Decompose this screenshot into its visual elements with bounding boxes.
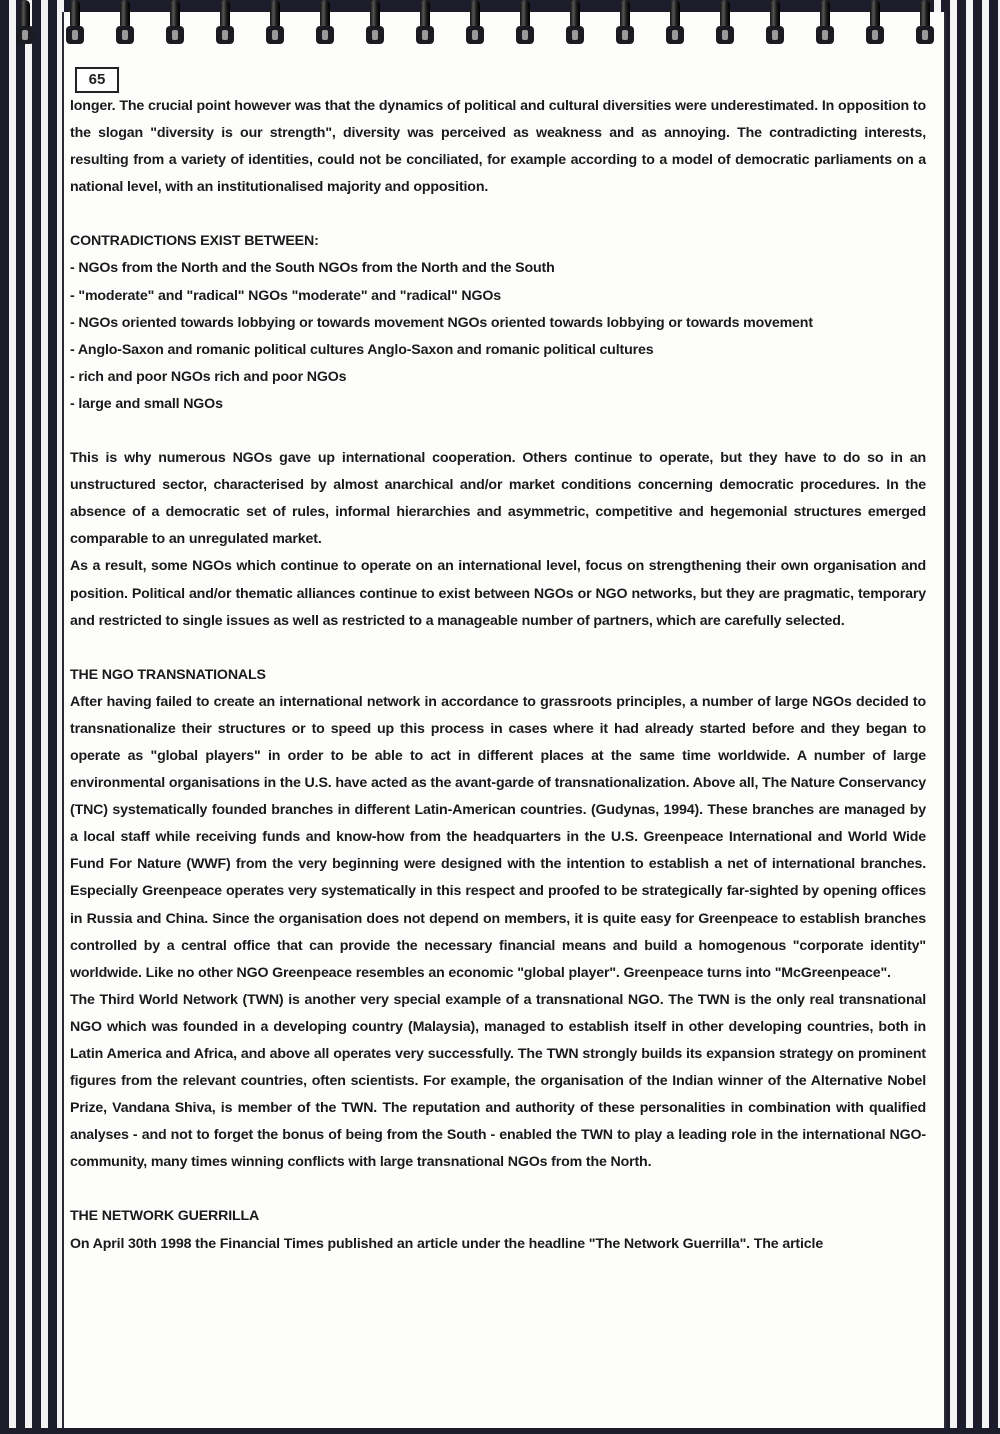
list-item: - NGOs oriented towards lobbying or towards movement NGOs oriented towards lobbying or towards movement xyxy=(70,314,813,331)
contradictions-list xyxy=(70,255,926,418)
spiral-ring xyxy=(514,0,536,46)
spiral-ring xyxy=(814,0,836,46)
spiral-ring xyxy=(564,0,586,46)
spiral-ring xyxy=(464,0,486,46)
spiral-ring xyxy=(714,0,736,46)
list-item: - Anglo-Saxon and romanic political cultures Anglo-Saxon and romanic political cultures xyxy=(70,341,654,358)
result-paragraph: As a result, some NGOs which continue to operate on an international level, focus on strengthening their own organisation and position. Political and/or thematic alliances continue to exist between NGOs or NGO networks, but they are pragmatic, temporary and restricted to single issues as well as restricted to a manageable number of partners, which are carefully selected. xyxy=(70,558,926,629)
contradictions-heading: CONTRADICTIONS EXIST BETWEEN: xyxy=(70,233,319,250)
list-item: - "moderate" and "radical" NGOs "moderate" and "radical" NGOs xyxy=(70,287,501,304)
spiral-ring xyxy=(664,0,686,46)
transnationals-heading: THE NGO TRANSNATIONALS xyxy=(70,666,266,683)
spiral-ring xyxy=(64,0,86,46)
list-item: - large and small NGOs xyxy=(70,395,223,412)
spiral-ring xyxy=(364,0,386,46)
spiral-ring xyxy=(164,0,186,46)
list-item: - NGOs from the North and the South NGOs from the North and the South xyxy=(70,260,555,277)
document-body xyxy=(70,93,926,1258)
spiral-binding xyxy=(0,0,1000,48)
guerrilla-paragraph: On April 30th 1998 the Financial Times published an article under the headline "The Network Guerrilla". The article xyxy=(70,1235,824,1252)
list-item: - rich and poor NGOs rich and poor NGOs xyxy=(70,368,347,385)
intro-paragraph: longer. The crucial point however was that the dynamics of political and cultural diversities were underestimated. In opposition to the slogan "diversity is our strength", diversity was perceived as weakness and as annoying. The contradicting interests, resulting from a variety of identities, could not be conciliated, for example according to a model of democratic parliaments on a national level, with an institutionalised majority and opposition. xyxy=(70,98,926,196)
spiral-ring xyxy=(864,0,886,46)
spiral-ring xyxy=(114,0,136,46)
page-number: 65 xyxy=(75,67,119,93)
spiral-ring xyxy=(764,0,786,46)
spiral-ring xyxy=(214,0,236,46)
twn-paragraph: The Third World Network (TWN) is another very special example of a transnational NGO. The TWN is the only real transnational NGO which was founded in a developing country (Malaysia), managed to establish itself in other developing countries, both in Latin America and Africa, and above all operates very successfully. The TWN strongly builds its expansion strategy on prominent figures from the relevant countries, often scientists. For example, the organisation of the Indian winner of the Alternative Nobel Prize, Vandana Shiva, is member of the TWN. The reputation and authority of these personalities in combination with qualified analyses - and not to forget the bonus of being from the South - enabled the TWN to play a leading role in the international NGO-community, many times winning conflicts with large transnational NGOs from the North. xyxy=(70,991,926,1171)
spiral-ring xyxy=(914,0,936,46)
cooperation-paragraph: This is why numerous NGOs gave up international cooperation. Others continue to operate, but they have to do so in an unstructured sector, characterised by almost anarchical and/or market conditions concerning democratic procedures. In the absence of a democratic set of rules, informal hierarchies and asymmetric, competitive and hegemonial structures emerged comparable to an unregulated market. xyxy=(70,450,926,548)
left-striped-edge xyxy=(0,0,68,1434)
transnationals-paragraph: After having failed to create an international network in accordance to grassroots principles, a number of large NGOs decided to transnationalize their structures or to speed up this process in cases where it had already started before and they began to operate as "global players" in order to be able to act in different places at the same time worldwide. A number of large environmental organisations in the U.S. have acted as the avant-garde of transnationalization. Above all, The Nature Conservancy (TNC) systematically founded branches in different Latin-American countries. (Gudynas, 1994). These branches are managed by a local staff while receiving funds and know-how from the headquarters in the U.S. Greenpeace International and World Wide Fund For Nature (WWF) from the very beginning were designed with the intention to establish a net of international branches. Especially Greenpeace operates very systematically in this respect and proofed to be strategically far-sighted by opening offices in Russia and China. Since the organisation does not depend on members, it is quite easy for Greenpeace to establish branches controlled by a central office that can provide the necessary financial means and build a homogenous "corporate identity" worldwide. Like no other NGO Greenpeace resembles an economic "global player". Greenpeace turns into "McGreenpeace". xyxy=(70,693,926,981)
spiral-ring xyxy=(614,0,636,46)
spiral-ring xyxy=(314,0,336,46)
spiral-ring xyxy=(264,0,286,46)
bottom-edge xyxy=(0,1428,1000,1434)
guerrilla-heading: THE NETWORK GUERRILLA xyxy=(70,1208,260,1225)
spiral-ring xyxy=(14,0,36,46)
spiral-ring xyxy=(414,0,436,46)
